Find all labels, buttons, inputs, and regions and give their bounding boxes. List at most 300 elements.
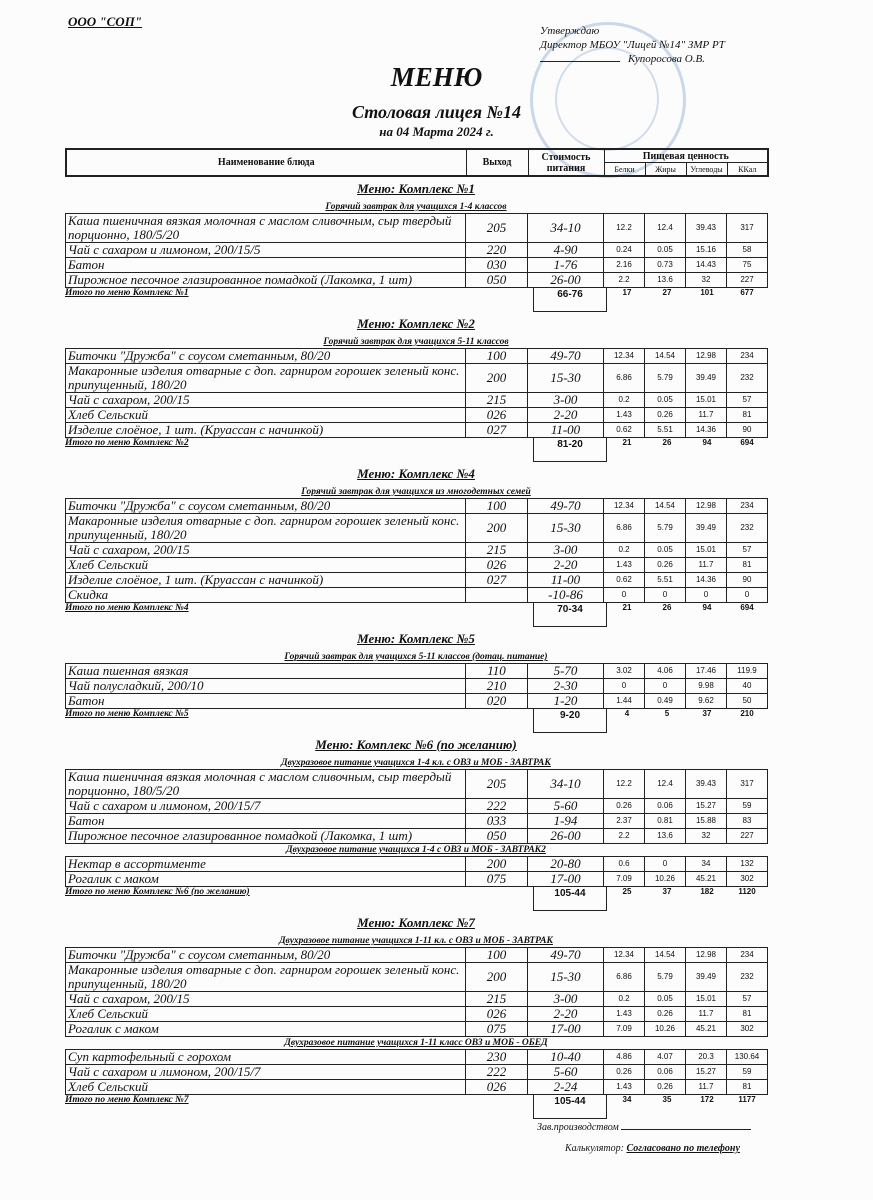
dish-name: Чай с сахаром и лимоном, 200/15/7 <box>66 799 466 814</box>
dish-fat: 0.73 <box>645 258 686 273</box>
dish-carbs: 11.7 <box>686 558 727 573</box>
table-row <box>66 258 768 273</box>
table-row <box>66 349 768 364</box>
dish-fat: 14.54 <box>645 948 686 963</box>
table-row <box>66 992 768 1007</box>
dish-price: 49-70 <box>528 349 604 364</box>
dish-fat: 5.51 <box>645 423 686 438</box>
signature-line <box>621 1129 751 1130</box>
dish-kcal: 57 <box>727 543 768 558</box>
dish-fat: 14.54 <box>645 499 686 514</box>
dish-price: 1-20 <box>528 694 604 709</box>
dish-output <box>466 588 528 603</box>
dish-fat: 12.4 <box>645 214 686 243</box>
table-row <box>66 499 768 514</box>
table-row <box>66 573 768 588</box>
dish-name: Чай с сахаром, 200/15 <box>66 992 466 1007</box>
dish-kcal: 119.9 <box>727 664 768 679</box>
total-nutrition-value: 26 <box>662 438 672 447</box>
section-subtitle: Горячий завтрак для учащихся 1-4 классов <box>325 202 507 212</box>
dish-output: 027 <box>466 573 528 588</box>
dish-fat: 5.79 <box>645 364 686 393</box>
dish-carbs: 15.27 <box>686 1065 727 1080</box>
dish-carbs: 11.7 <box>686 408 727 423</box>
total-nutrition-value: 21 <box>622 603 632 612</box>
total-nutrition-value: 94 <box>702 438 712 447</box>
total-nutrition-value: 1177 <box>738 1095 756 1104</box>
dish-name: Биточки "Дружба" с соусом сметанным, 80/20 <box>66 948 466 963</box>
dish-fat: 0 <box>645 588 686 603</box>
section-subtitle: Горячий завтрак для учащихся из многодетных семей <box>301 487 531 497</box>
dish-output: 100 <box>466 349 528 364</box>
dish-output: 100 <box>466 948 528 963</box>
total-nutrition-value: 35 <box>662 1095 672 1104</box>
dish-carbs: 17.46 <box>686 664 727 679</box>
dish-name: Каша пшеничная вязкая молочная с маслом сливочным, сыр твердый порционно, 180/5/20 <box>66 214 466 243</box>
dish-price: 10-40 <box>528 1050 604 1065</box>
dish-carbs: 9.62 <box>686 694 727 709</box>
dish-carbs: 12.98 <box>686 499 727 514</box>
total-price: 81-20 <box>533 438 607 462</box>
table-row <box>66 814 768 829</box>
table-row <box>66 799 768 814</box>
table-row <box>66 770 768 799</box>
dish-price: 1-94 <box>528 814 604 829</box>
dish-output: 026 <box>466 1080 528 1095</box>
total-nutrition-value: 5 <box>664 709 670 718</box>
dish-protein: 6.86 <box>604 514 645 543</box>
total-nutrition-value: 182 <box>700 887 714 896</box>
dish-carbs: 15.88 <box>686 814 727 829</box>
dish-price: 2-20 <box>528 408 604 423</box>
table-row <box>66 1022 768 1037</box>
calculator-block <box>565 1143 740 1154</box>
total-nutrition-value: 27 <box>662 288 672 297</box>
dish-protein: 7.09 <box>604 1022 645 1037</box>
dish-name: Пирожное песочное глазированное помадкой (Лакомка, 1 шт) <box>66 273 466 288</box>
page-subtitle: Столовая лицея №14 <box>352 102 521 122</box>
header-nutrition: Пищевая ценность <box>604 149 768 163</box>
dish-carbs: 15.16 <box>686 243 727 258</box>
dish-fat: 0.26 <box>645 1007 686 1022</box>
dish-carbs: 14.43 <box>686 258 727 273</box>
table-row <box>66 588 768 603</box>
dish-fat: 0.81 <box>645 814 686 829</box>
dish-fat: 0.05 <box>645 243 686 258</box>
dish-output: 205 <box>466 214 528 243</box>
dish-fat: 12.4 <box>645 770 686 799</box>
dish-price: 26-00 <box>528 829 604 844</box>
dish-table <box>65 348 768 438</box>
dish-fat: 0 <box>645 857 686 872</box>
dish-output: 075 <box>466 872 528 887</box>
total-label: Итого по меню Комплекс №6 (по желанию) <box>65 887 250 897</box>
dish-carbs: 0 <box>686 588 727 603</box>
dish-kcal: 302 <box>727 872 768 887</box>
total-nutrition-value: 25 <box>622 887 632 896</box>
dish-kcal: 317 <box>727 214 768 243</box>
dish-price: 49-70 <box>528 948 604 963</box>
header-output: Выход <box>466 149 528 176</box>
dish-price: 34-10 <box>528 214 604 243</box>
dish-kcal: 75 <box>727 258 768 273</box>
dish-output: 200 <box>466 963 528 992</box>
production-label: Зав.производством <box>537 1122 619 1133</box>
table-row <box>66 1050 768 1065</box>
dish-fat: 4.06 <box>645 664 686 679</box>
dish-output: 215 <box>466 543 528 558</box>
dish-kcal: 50 <box>727 694 768 709</box>
dish-price: 2-30 <box>528 679 604 694</box>
calculator-value: Согласовано по телефону <box>626 1143 740 1154</box>
dish-protein: 12.34 <box>604 349 645 364</box>
dish-fat: 0.26 <box>645 1080 686 1095</box>
dish-protein: 1.43 <box>604 1007 645 1022</box>
dish-protein: 0 <box>604 588 645 603</box>
total-nutrition-value: 4 <box>624 709 630 718</box>
total-label: Итого по меню Комплекс №4 <box>65 603 189 613</box>
dish-carbs: 15.01 <box>686 393 727 408</box>
dish-output: 033 <box>466 814 528 829</box>
dish-protein: 0.6 <box>604 857 645 872</box>
dish-fat: 0.06 <box>645 1065 686 1080</box>
production-signature <box>537 1122 751 1133</box>
dish-carbs: 20.3 <box>686 1050 727 1065</box>
dish-name: Чай полусладкий, 200/10 <box>66 679 466 694</box>
total-price: 70-34 <box>533 603 607 627</box>
dish-kcal: 234 <box>727 499 768 514</box>
dish-protein: 0.62 <box>604 423 645 438</box>
dish-name: Хлеб Сельский <box>66 558 466 573</box>
menu-complex <box>65 631 767 733</box>
dish-protein: 2.37 <box>604 814 645 829</box>
table-row <box>66 393 768 408</box>
total-label: Итого по меню Комплекс №1 <box>65 288 189 298</box>
table-row <box>66 857 768 872</box>
dish-fat: 0.06 <box>645 799 686 814</box>
dish-protein: 6.86 <box>604 963 645 992</box>
dish-protein: 0.2 <box>604 543 645 558</box>
dish-price: 26-00 <box>528 273 604 288</box>
dish-fat: 0.49 <box>645 694 686 709</box>
dish-kcal: 58 <box>727 243 768 258</box>
dish-price: 3-00 <box>528 543 604 558</box>
dish-fat: 0.05 <box>645 393 686 408</box>
dish-kcal: 234 <box>727 349 768 364</box>
approver-name: Купоросова О.В. <box>628 53 705 65</box>
dish-name: Хлеб Сельский <box>66 1007 466 1022</box>
dish-name: Чай с сахаром и лимоном, 200/15/5 <box>66 243 466 258</box>
approval-label: Утверждаю <box>540 25 600 37</box>
menu-complex <box>65 316 767 462</box>
dish-protein: 2.2 <box>604 273 645 288</box>
dish-protein: 1.44 <box>604 694 645 709</box>
table-row <box>66 1080 768 1095</box>
dish-output: 205 <box>466 770 528 799</box>
dish-carbs: 39.49 <box>686 364 727 393</box>
total-nutrition-value: 37 <box>662 887 672 896</box>
dish-price: 49-70 <box>528 499 604 514</box>
dish-output: 027 <box>466 423 528 438</box>
dish-output: 210 <box>466 679 528 694</box>
dish-name: Скидка <box>66 588 466 603</box>
dish-name: Батон <box>66 694 466 709</box>
dish-protein: 0 <box>604 679 645 694</box>
dish-name: Чай с сахаром, 200/15 <box>66 393 466 408</box>
dish-kcal: 57 <box>727 992 768 1007</box>
dish-kcal: 317 <box>727 770 768 799</box>
dish-price: 17-00 <box>528 872 604 887</box>
dish-name: Каша пшенная вязкая <box>66 664 466 679</box>
dish-name: Рогалик с маком <box>66 1022 466 1037</box>
dish-carbs: 15.27 <box>686 799 727 814</box>
total-nutrition-value: 34 <box>622 1095 632 1104</box>
table-row <box>66 514 768 543</box>
dish-price: 3-00 <box>528 992 604 1007</box>
dish-fat: 13.6 <box>645 829 686 844</box>
menu-content <box>65 148 767 1119</box>
dish-carbs: 15.01 <box>686 543 727 558</box>
complex-title: Меню: Комплекс №2 <box>357 316 475 331</box>
dish-price: 2-20 <box>528 1007 604 1022</box>
organization-name: ООО "СОП" <box>68 14 143 29</box>
dish-kcal: 232 <box>727 963 768 992</box>
dish-kcal: 57 <box>727 393 768 408</box>
dish-kcal: 234 <box>727 948 768 963</box>
table-row <box>66 1065 768 1080</box>
dish-carbs: 39.49 <box>686 963 727 992</box>
approval-block <box>540 24 725 66</box>
approval-position: Директор МБОУ "Лицей №14" ЗМР РТ <box>540 39 725 51</box>
dish-output: 215 <box>466 393 528 408</box>
menu-complex <box>65 466 767 627</box>
complex-total <box>65 288 767 312</box>
menu-date: на 04 Марта 2024 г. <box>379 124 494 139</box>
dish-kcal: 81 <box>727 1007 768 1022</box>
dish-table <box>65 769 768 844</box>
dish-price: 3-00 <box>528 393 604 408</box>
dish-fat: 5.79 <box>645 514 686 543</box>
total-nutrition-value: 26 <box>662 603 672 612</box>
dish-carbs: 39.43 <box>686 770 727 799</box>
section-subtitle: Горячий завтрак для учащихся 5-11 классов (дотац. питание) <box>284 652 548 662</box>
dish-price: 2-24 <box>528 1080 604 1095</box>
complex-title: Меню: Комплекс №4 <box>357 466 475 481</box>
page-title: МЕНЮ <box>390 62 483 92</box>
dish-protein: 0.26 <box>604 799 645 814</box>
dish-protein: 12.2 <box>604 770 645 799</box>
dish-protein: 1.43 <box>604 1080 645 1095</box>
dish-name: Изделие слоёное, 1 шт. (Круассан с начинкой) <box>66 423 466 438</box>
dish-price: 15-30 <box>528 364 604 393</box>
table-row <box>66 679 768 694</box>
dish-protein: 0.62 <box>604 573 645 588</box>
dish-price: 2-20 <box>528 558 604 573</box>
menu-complex <box>65 915 767 1119</box>
dish-output: 200 <box>466 857 528 872</box>
dish-kcal: 302 <box>727 1022 768 1037</box>
total-nutrition-value: 101 <box>700 288 714 297</box>
dish-output: 110 <box>466 664 528 679</box>
total-nutrition-value: 694 <box>740 603 754 612</box>
dish-carbs: 14.36 <box>686 423 727 438</box>
dish-carbs: 12.98 <box>686 948 727 963</box>
dish-carbs: 15.01 <box>686 992 727 1007</box>
dish-price: 5-60 <box>528 1065 604 1080</box>
section-subtitle: Двухразовое питание учащихся 1-4 кл. с ОВЗ и МОБ - ЗАВТРАК <box>281 758 551 768</box>
total-nutrition-value: 172 <box>700 1095 714 1104</box>
dish-output: 075 <box>466 1022 528 1037</box>
complex-total <box>65 438 767 462</box>
dish-carbs: 32 <box>686 829 727 844</box>
dish-protein: 6.86 <box>604 364 645 393</box>
dish-protein: 12.2 <box>604 214 645 243</box>
dish-kcal: 81 <box>727 408 768 423</box>
total-nutrition-value: 94 <box>702 603 712 612</box>
table-row <box>66 273 768 288</box>
table-row <box>66 872 768 887</box>
dish-fat: 0.05 <box>645 543 686 558</box>
dish-output: 200 <box>466 364 528 393</box>
table-row <box>66 1007 768 1022</box>
dish-fat: 0.26 <box>645 408 686 423</box>
dish-kcal: 90 <box>727 573 768 588</box>
dish-fat: 10.26 <box>645 872 686 887</box>
dish-carbs: 11.7 <box>686 1007 727 1022</box>
dish-fat: 13.6 <box>645 273 686 288</box>
dish-carbs: 32 <box>686 273 727 288</box>
dish-kcal: 81 <box>727 1080 768 1095</box>
dish-carbs: 39.49 <box>686 514 727 543</box>
dish-price: 17-00 <box>528 1022 604 1037</box>
dish-carbs: 45.21 <box>686 1022 727 1037</box>
column-header-table <box>65 148 769 177</box>
total-nutrition-value: 17 <box>622 288 632 297</box>
table-row <box>66 963 768 992</box>
dish-kcal: 83 <box>727 814 768 829</box>
table-row <box>66 243 768 258</box>
total-nutrition-value: 1120 <box>738 887 756 896</box>
dish-kcal: 227 <box>727 829 768 844</box>
dish-kcal: 132 <box>727 857 768 872</box>
dish-price: 15-30 <box>528 514 604 543</box>
calculator-label: Калькулятор: <box>565 1143 624 1154</box>
header-dish-name: Наименование блюда <box>66 149 466 176</box>
table-row <box>66 829 768 844</box>
dish-output: 230 <box>466 1050 528 1065</box>
complex-total <box>65 1095 767 1119</box>
dish-output: 100 <box>466 499 528 514</box>
dish-name: Макаронные изделия отварные с доп. гарниром горошек зеленый конс. припущенный, 180/20 <box>66 963 466 992</box>
dish-table <box>65 498 768 603</box>
dish-name: Хлеб Сельский <box>66 1080 466 1095</box>
dish-protein: 4.86 <box>604 1050 645 1065</box>
dish-output: 030 <box>466 258 528 273</box>
dish-carbs: 14.36 <box>686 573 727 588</box>
dish-kcal: 59 <box>727 1065 768 1080</box>
menu-complex <box>65 737 767 911</box>
table-row <box>66 364 768 393</box>
table-row <box>66 214 768 243</box>
dish-price: 15-30 <box>528 963 604 992</box>
dish-fat: 14.54 <box>645 349 686 364</box>
dish-carbs: 39.43 <box>686 214 727 243</box>
table-row <box>66 558 768 573</box>
dish-output: 222 <box>466 1065 528 1080</box>
dish-table <box>65 947 768 1037</box>
dish-kcal: 130.64 <box>727 1050 768 1065</box>
total-nutrition-value: 21 <box>622 438 632 447</box>
dish-price: 1-76 <box>528 258 604 273</box>
dish-name: Макаронные изделия отварные с доп. гарниром горошек зеленый конс. припущенный, 180/20 <box>66 364 466 393</box>
dish-carbs: 11.7 <box>686 1080 727 1095</box>
dish-fat: 0 <box>645 679 686 694</box>
complex-title: Меню: Комплекс №5 <box>357 631 475 646</box>
dish-kcal: 227 <box>727 273 768 288</box>
dish-price: 5-60 <box>528 799 604 814</box>
dish-name: Биточки "Дружба" с соусом сметанным, 80/20 <box>66 499 466 514</box>
dish-fat: 5.51 <box>645 573 686 588</box>
dish-kcal: 90 <box>727 423 768 438</box>
dish-protein: 2.16 <box>604 258 645 273</box>
dish-output: 215 <box>466 992 528 1007</box>
table-row <box>66 664 768 679</box>
complex-title: Меню: Комплекс №1 <box>357 181 475 196</box>
dish-fat: 5.79 <box>645 963 686 992</box>
complex-list <box>65 181 767 1119</box>
dish-name: Биточки "Дружба" с соусом сметанным, 80/20 <box>66 349 466 364</box>
dish-name: Пирожное песочное глазированное помадкой (Лакомка, 1 шт) <box>66 829 466 844</box>
dish-fat: 0.05 <box>645 992 686 1007</box>
dish-carbs: 45.21 <box>686 872 727 887</box>
dish-price: -10-86 <box>528 588 604 603</box>
table-row <box>66 423 768 438</box>
dish-protein: 1.43 <box>604 558 645 573</box>
dish-protein: 1.43 <box>604 408 645 423</box>
total-nutrition-value: 37 <box>702 709 712 718</box>
dish-name: Каша пшеничная вязкая молочная с маслом сливочным, сыр твердый порционно, 180/5/20 <box>66 770 466 799</box>
dish-output: 026 <box>466 408 528 423</box>
dish-table <box>65 1049 768 1095</box>
dish-price: 11-00 <box>528 573 604 588</box>
dish-fat: 10.26 <box>645 1022 686 1037</box>
dish-price: 11-00 <box>528 423 604 438</box>
table-row <box>66 948 768 963</box>
dish-name: Макаронные изделия отварные с доп. гарниром горошек зеленый конс. припущенный, 180/20 <box>66 514 466 543</box>
dish-name: Нектар в ассортименте <box>66 857 466 872</box>
section-subtitle: Двухразовое питание учащихся 1-11 класс ОВЗ и МОБ - ОБЕД <box>284 1038 548 1048</box>
dish-fat: 0.26 <box>645 558 686 573</box>
dish-output: 050 <box>466 829 528 844</box>
total-nutrition-value: 694 <box>740 438 754 447</box>
dish-name: Батон <box>66 258 466 273</box>
dish-name: Изделие слоёное, 1 шт. (Круассан с начинкой) <box>66 573 466 588</box>
dish-protein: 0.24 <box>604 243 645 258</box>
dish-carbs: 34 <box>686 857 727 872</box>
dish-output: 020 <box>466 694 528 709</box>
dish-name: Суп картофельный с горохом <box>66 1050 466 1065</box>
dish-protein: 3.02 <box>604 664 645 679</box>
dish-protein: 0.2 <box>604 393 645 408</box>
dish-table <box>65 213 768 288</box>
dish-carbs: 9.98 <box>686 679 727 694</box>
complex-total <box>65 603 767 627</box>
dish-protein: 2.2 <box>604 829 645 844</box>
section-subtitle: Горячий завтрак для учащихся 5-11 классов <box>323 337 509 347</box>
dish-protein: 7.09 <box>604 872 645 887</box>
complex-title: Меню: Комплекс №7 <box>357 915 475 930</box>
total-label: Итого по меню Комплекс №5 <box>65 709 189 719</box>
